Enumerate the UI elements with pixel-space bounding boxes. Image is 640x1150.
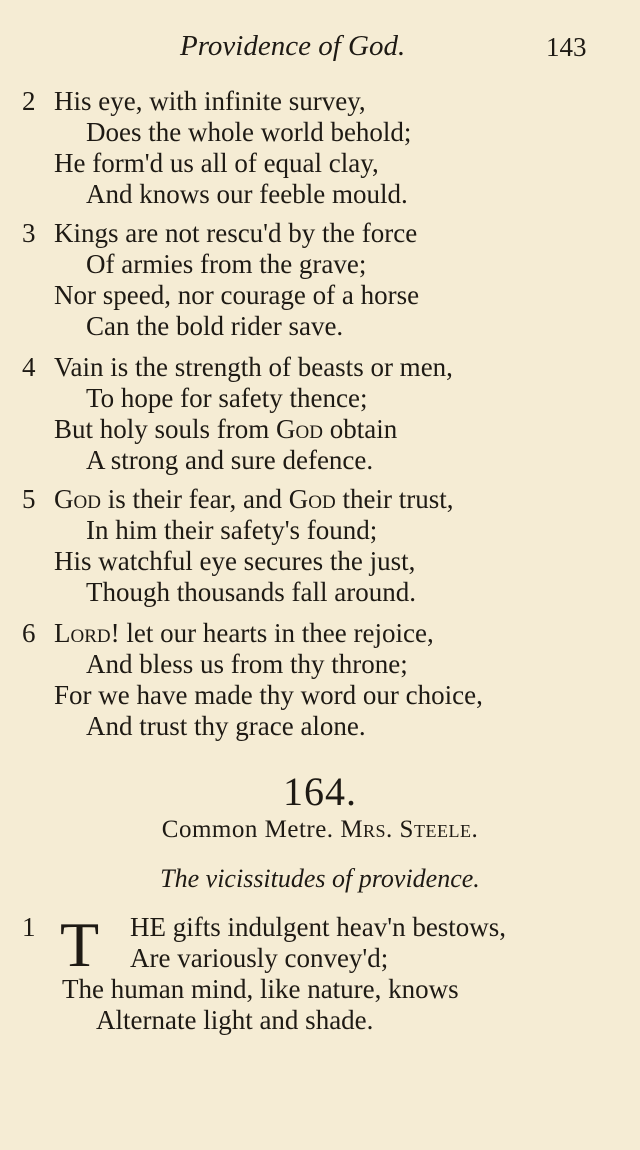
running-head xyxy=(0,30,640,70)
verse-text: let our hearts in thee rejoice, xyxy=(126,618,434,648)
verse-text: their trust, xyxy=(342,484,454,514)
verse-line: Though thousands fall around. xyxy=(86,577,416,607)
verse-line: In him their safety's found; xyxy=(86,515,378,545)
hymn-number: 164. xyxy=(283,769,357,814)
verse-text: But holy souls from xyxy=(54,414,270,444)
stanza-5 xyxy=(0,484,640,608)
divine-name: God xyxy=(276,414,323,444)
verse-line: Vain is the strength of beasts or men, xyxy=(54,352,453,382)
verse-line: To hope for safety thence; xyxy=(86,383,368,413)
verse-line: The human mind, like nature, knows xyxy=(62,974,459,1004)
verse-line: Of armies from the grave; xyxy=(86,249,367,279)
stanza-6 xyxy=(0,618,640,742)
stanza-number: 2 xyxy=(22,86,36,116)
verse-text: obtain xyxy=(329,414,398,444)
stanza-number: 1 xyxy=(22,912,36,942)
drop-cap: T xyxy=(60,909,100,980)
hymn-subject: The vicissitudes of providence. xyxy=(160,864,480,893)
hymn-author: Mrs. Steele. xyxy=(340,816,479,843)
verse-line: And trust thy grace alone. xyxy=(86,711,366,741)
verse-text: is their fear, and xyxy=(107,484,283,514)
verse-line: His eye, with infinite survey, xyxy=(54,86,366,116)
page-number: 143 xyxy=(546,32,587,62)
verse-line: HE gifts indulgent heav'n bestows, xyxy=(130,912,507,942)
running-title: Providence of God. xyxy=(180,30,406,62)
divine-name: God xyxy=(54,484,101,514)
verse-line xyxy=(0,618,640,649)
verse-line: Alternate light and shade. xyxy=(96,1005,374,1035)
verse-line: Does the whole world behold; xyxy=(86,117,412,147)
verse-line: For we have made thy word our choice, xyxy=(54,680,483,710)
verse-line: Nor speed, nor courage of a horse xyxy=(54,280,420,310)
verse-line xyxy=(0,414,640,445)
verse-line: He form'd us all of equal clay, xyxy=(54,148,379,178)
hymn-metre-line xyxy=(0,816,640,844)
hymn-metre: Common Metre. xyxy=(161,816,334,843)
stanza-number: 4 xyxy=(22,352,36,382)
verse-line: Can the bold rider save. xyxy=(86,311,344,341)
verse-line: Are variously convey'd; xyxy=(130,943,389,973)
stanza-number: 6 xyxy=(22,618,36,648)
stanza-number: 3 xyxy=(22,218,36,248)
verse-line: Kings are not rescu'd by the force xyxy=(54,218,418,248)
stanza-number: 5 xyxy=(22,484,36,514)
verse-line: And bless us from thy throne; xyxy=(86,649,408,679)
stanza-2 xyxy=(0,86,640,210)
divine-name: God xyxy=(288,484,336,514)
stanza-4 xyxy=(0,352,640,476)
verse-line: A strong and sure defence. xyxy=(86,445,374,475)
divine-name: Lord! xyxy=(54,618,120,648)
verse-line xyxy=(0,484,640,515)
stanza-3 xyxy=(0,218,640,342)
verse-line: And knows our feeble mould. xyxy=(86,179,408,209)
verse-line: His watchful eye secures the just, xyxy=(54,546,416,576)
